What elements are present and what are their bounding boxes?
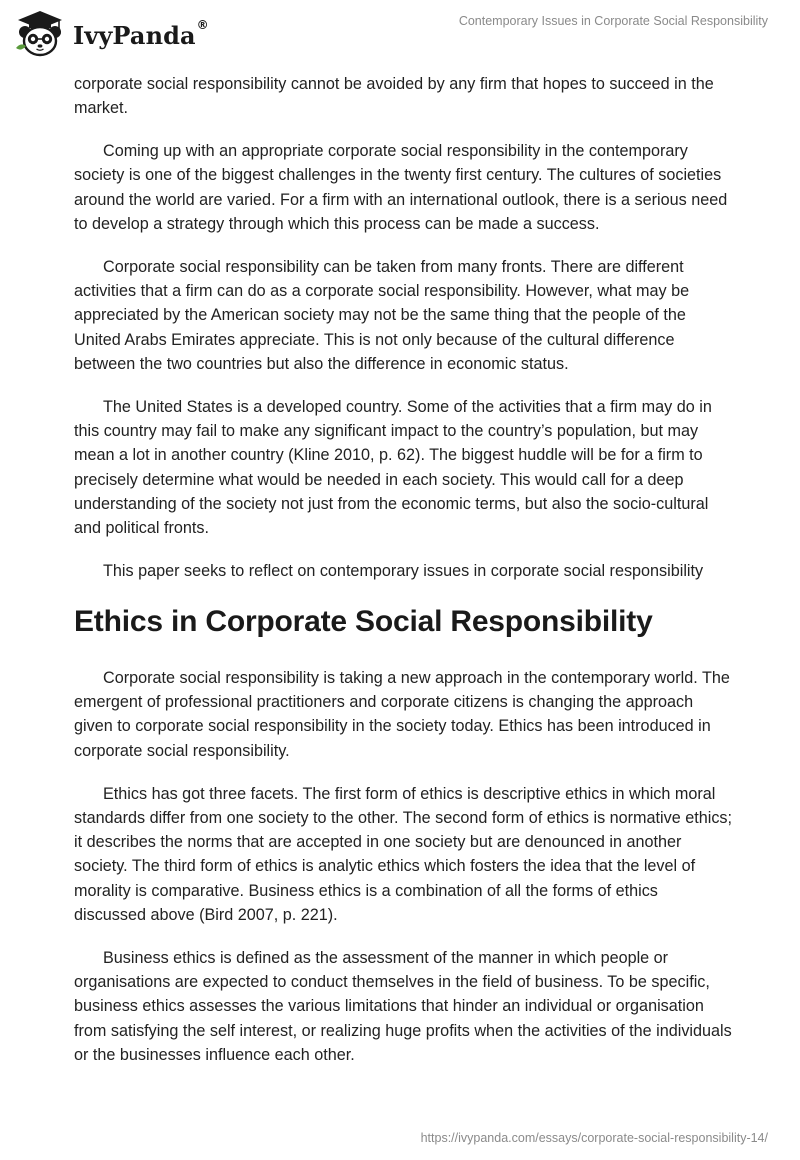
paragraph: Business ethics is defined as the assessment of the manner in which people or organisations are expected to conduct themselves in the field of business. To be specific, business ethics assesses the various limitations that hinder an individual or organisation from satisfying the self interest, or realizing huge profits when the activities of the individuals or the businesses influence each other.: [74, 948, 732, 1064]
section-heading: Ethics in Corporate Social Responsibility: [74, 604, 653, 638]
registered-mark: ®: [196, 17, 209, 32]
brand-logo[interactable]: [14, 8, 209, 60]
paragraph: Corporate social responsibility is taking a new approach in the contemporary world. The emergent of professional practitioners and corporate citizens is changing the approach given to corporate social responsibility in the society today. Ethics has been introduced in corporate social responsibility.: [74, 668, 730, 760]
panda-graduate-icon: [14, 8, 66, 60]
paragraph: The United States is a developed country. Some of the activities that a firm may do in this country may fail to make any significant impact to the country’s population, but may mean a lot in another country (Kline 2010, p. 62). The biggest huddle will be for a firm to precisely determine what would be needed in each society. This would call for a deep understanding of the society not just from the economic terms, but also the socio-cultural and political fronts.: [74, 397, 712, 538]
page-header: [0, 0, 800, 66]
paragraph: Corporate social responsibility can be taken from many fronts. There are different activities that a firm can do as a corporate social responsibility. However, what may be appreciated by the American society may not be the same thing that the people of the United Arabs Emirates appreciate. This is not only because of the cultural difference between the two countries but also the difference in economic status.: [74, 257, 690, 373]
paragraph: Ethics has got three facets. The first form of ethics is descriptive ethics in which moral standards differ from one society to the other. The second form of ethics is normative ethics; it describes the norms that are accepted in one society but are denounced in another society. The third form of ethics is analytic ethics which fosters the idea that the level of morality is comparative. Business ethics is a combination of all the forms of ethics discussed above (Bird 2007, p. 221).: [74, 784, 733, 925]
source-url[interactable]: https://ivypanda.com/essays/corporate-social-responsibility-14/: [420, 1131, 768, 1145]
essay-content: [74, 72, 734, 1086]
paragraph-continued: corporate social responsibility cannot be avoided by any firm that hopes to succeed in the market.: [74, 75, 714, 118]
paragraph: Coming up with an appropriate corporate social responsibility in the contemporary society is one of the biggest challenges in the twenty first century. The cultures of societies around the world are varied. For a firm with an international outlook, there is a serious need to develop a strategy through which this process can be made a success.: [74, 142, 728, 233]
brand-name: IvyPanda®: [73, 17, 209, 50]
paragraph: This paper seeks to reflect on contemporary issues in corporate social responsibility: [103, 562, 704, 581]
running-title: Contemporary Issues in Corporate Social Responsibility: [458, 14, 768, 28]
